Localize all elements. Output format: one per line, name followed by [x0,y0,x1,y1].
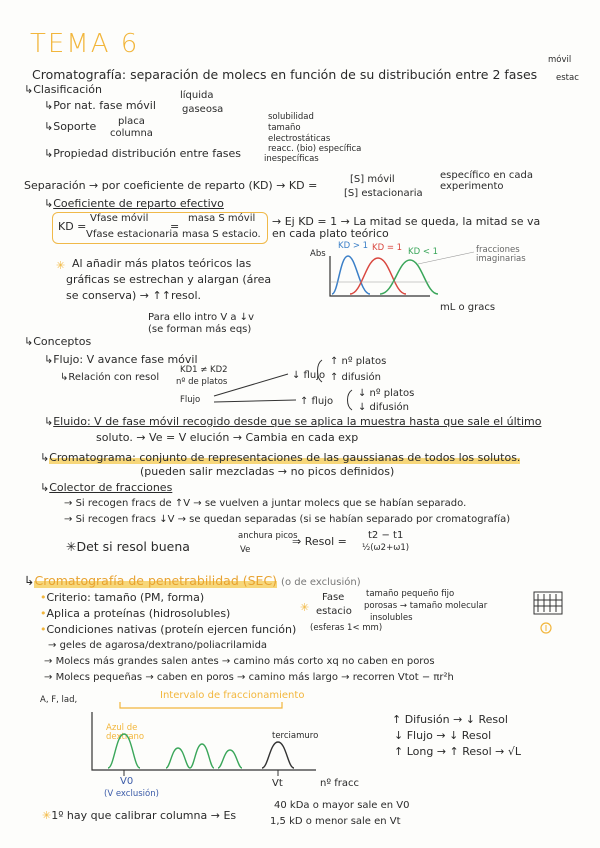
graph2-long: ↑ Long → ↑ Resol → √L [394,745,522,758]
sec-criterio: •Criterio: tamaño (PM, forma) [40,591,205,604]
footer-mayor: 40 kDa o mayor sale en V0 [274,800,410,811]
graph2-vt: Vt [272,778,283,789]
prop-solubilidad: solubilidad [268,112,314,122]
ve-label: Ve [240,545,251,555]
equals-sign: = [170,220,180,233]
masa-estac: masa S estacio. [182,229,261,240]
porosas: porosas → tamaño molecular [364,601,488,611]
estacio-label: estacio [316,606,352,617]
separacion-line: Separación → por coeficiente de reparto (KD) → KD = [24,179,318,192]
difusion-down: ↓ difusión [358,402,409,413]
graph2-v0: V0 [120,776,134,787]
flujo-word: Flujo [180,395,201,405]
graph2-flujo: ↓ Flujo → ↓ Resol [394,729,492,742]
resol-num: t2 − t1 [368,530,404,541]
columna-label: columna [110,128,153,139]
se-forman: (se forman más eqs) [148,324,252,335]
v-estac: Vfase estacionaria [86,229,179,240]
page-title: TEMA 6 [30,29,140,59]
fase-label: Fase [322,592,345,603]
n-platos: nº de platos [176,377,228,387]
cromatograma-line: ↳Cromatograma: conjunto de representaciones de las gaussianas de todos los solutos. [40,451,521,464]
footer-calibrar: ✳1º hay que calibrar columna → Es [42,809,237,822]
sec-condiciones: •Condiciones nativas (proteín ejercen función) [40,623,297,636]
graph1-xlabel: mL o gracs [440,302,496,313]
resol-equals: ⇒ Resol = [292,535,347,548]
graph2-v0-sub: (V exclusión) [104,789,159,799]
eluido-line: ↳Eluido: V de fase móvil recogido desde que se aplica la muestra hasta que sale el último [44,415,542,428]
graph1-kd-gt: KD > 1 [338,241,369,251]
prop-electrostaticas: electrostáticas [268,134,331,144]
up-platos: ↑ nº platos [330,356,387,367]
platos-note-1: Al añadir más platos teóricos las [72,257,252,270]
graph2-tercia: terciamuro [272,731,319,741]
kd-denominator: [S] estacionaria [344,188,423,199]
sec-grandes: → Molecs más grandes salen antes → camino más corto xq no caben en poros [44,656,435,667]
up-flujo: ↑ flujo [300,396,334,407]
graph2-ylabel: A, F, lad, [40,695,78,705]
star-icon: ✳ [56,259,66,272]
soporte-row: ↳Soporte [44,120,97,133]
fase-estac-label: estac [556,73,579,83]
det-resol: ✳Det si resol buena [66,539,190,554]
prop-inespecificas: inespecíficas [264,154,319,164]
placa-label: placa [118,116,145,127]
sec-heading: ↳Cromatografía de penetrabilidad (SEC) (o de exclusión) [24,573,361,588]
down-platos: ↓ nº platos [358,388,415,399]
para-ello: Para ello intro V a ↓v [148,312,254,323]
gaseosa-label: gaseosa [182,104,224,115]
eluido-line2: soluto. → Ve = V elución → Cambia en cada exp [96,431,359,444]
colector-heading: ↳Colector de fracciones [40,481,173,494]
tamano-fijo: tamaño pequeño fijo [366,589,455,599]
kd-numerator: [S] móvil [350,174,395,185]
graph2-difusion: ↑ Difusión → ↓ Resol [392,713,508,726]
prop-tamano: tamaño [268,123,301,133]
clasificacion-heading: ↳Clasificación [24,83,103,96]
kd-neq: KD1 ≠ KD2 [180,365,228,375]
coef-heading: ↳Coeficiente de reparto efectivo [44,197,224,210]
resol-den: ½(ω2+ω1) [362,543,410,553]
graph1-fracciones: fracciones imaginarias [476,245,526,265]
sec-pequenas: → Molecs pequeñas → caben en poros → camino más largo → recorren Vtot − πr²h [44,672,454,683]
intro-definition: Cromatografía: separación de molecs en función de su distribución entre 2 fases [32,67,538,82]
graph2-azul: Azul de dextrano [106,723,145,743]
fase-movil-label: móvil [548,55,572,65]
v-movil: Vfase móvil [90,213,149,224]
footer-menor: 1,5 kD o menor sale en Vt [270,816,401,827]
flujo-row: ↳Flujo: V avance fase móvil [44,353,198,366]
liquida-label: líquida [180,90,214,101]
sec-aplica: •Aplica a proteínas (hidrosolubles) [40,607,231,620]
anchura-picos: anchura picos [238,531,298,541]
cromatograma-line2: (pueden salir mezcladas → no picos definidos) [140,465,395,478]
colector-item-2: → Si recogen fracs ↓V → se quedan separadas (si se habían separado por cromatografía) [64,514,511,525]
difusion-up: ↑ difusión [330,372,381,383]
prop-bio: reacc. (bio) específica [268,144,362,154]
kd-result: específico en cada experimento [440,170,534,192]
insolubles: insolubles [370,613,413,623]
sec-star-icon: ✳ [300,601,310,614]
sec-geles: → geles de agarosa/dextrano/poliacrilamida [48,640,268,651]
graph2-xlabel: nº fracc [320,778,359,789]
esferas: (esferas 1< mm) [310,623,383,633]
kd-example: → Ej KD = 1 → La mitad se queda, la mitad se va en cada plato teórico [272,215,541,241]
down-flujo: ↓ flujo [292,370,326,381]
graph1-kd-eq: KD = 1 [372,243,403,253]
relacion-row: ↳Relación con resol [60,372,160,383]
fase-movil-row: ↳Por nat. fase móvil [44,99,156,112]
colector-item-1: → Si recogen fracs de ↑V → se vuelven a juntar molecs que se habían separado. [64,498,467,509]
graph2-interval: Intervalo de fraccionamiento [160,690,305,701]
masa-movil: masa S móvil [188,213,256,224]
platos-note-3: se conserva) → ↑↑resol. [66,289,202,302]
kd-left: KD = [58,220,87,233]
graph1-ylabel: Abs [310,249,326,259]
graph1-kd-lt: KD < 1 [408,247,439,257]
propiedad-row: ↳Propiedad distribución entre fases [44,147,242,160]
platos-note-2: gráficas se estrechan y alargan (área [66,273,272,286]
conceptos-heading: ↳Conceptos [24,335,92,348]
